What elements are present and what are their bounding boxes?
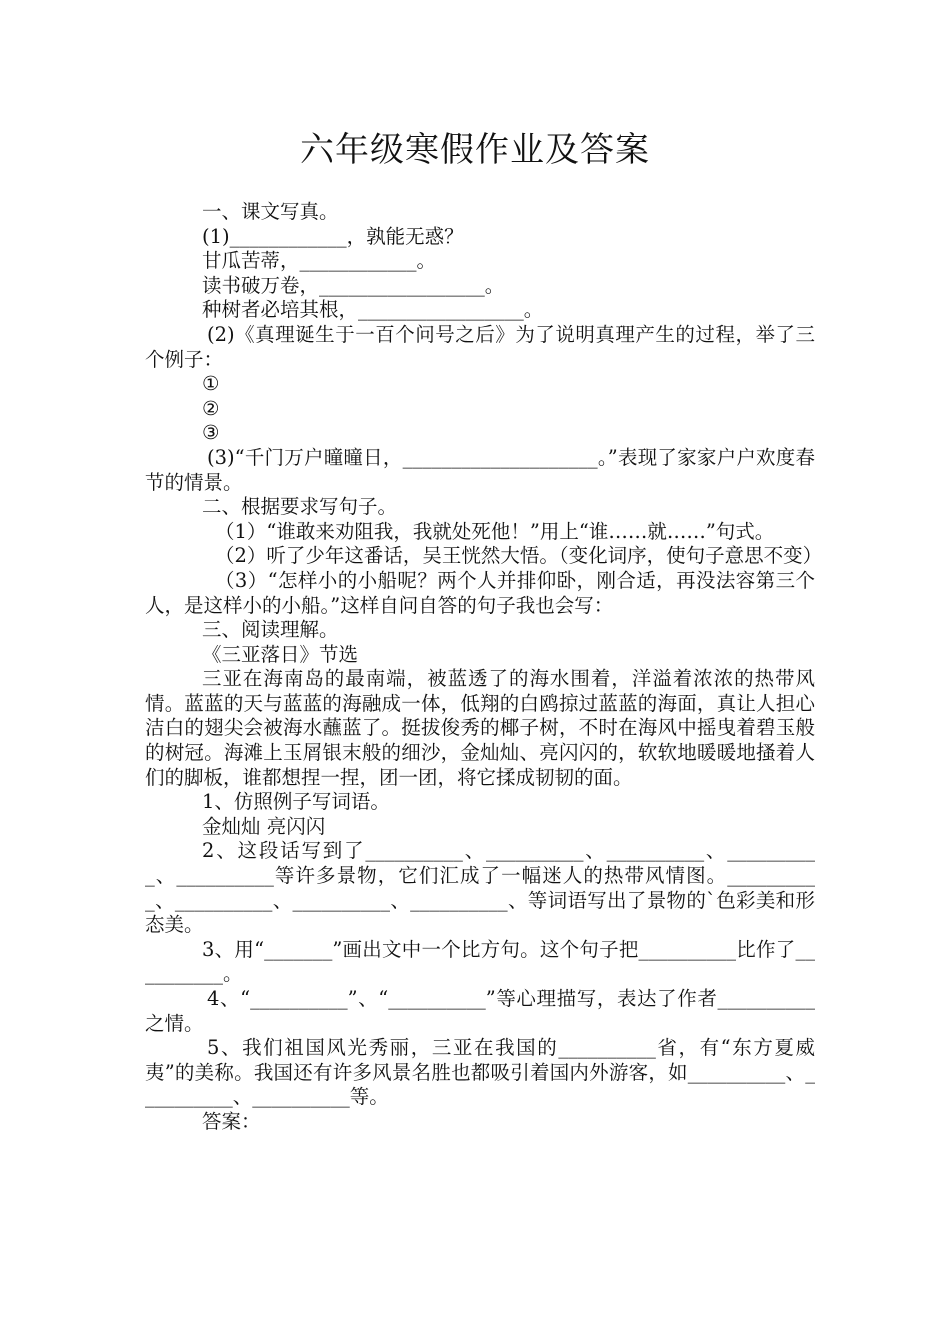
reading-question-1: 1、仿照例子写词语。 xyxy=(202,790,390,814)
word-example: 金灿灿 亮闪闪 xyxy=(202,814,326,838)
reading-question-4: 4、“__________”、“__________”等心理描写，表达了作者__________之情。 xyxy=(145,987,815,1035)
fill-line-1: (1)____________，孰能无惑？ xyxy=(202,224,464,248)
fill-line-4: 种树者必培其根，_________________。 xyxy=(202,298,544,322)
fill-line-3: 读书破万卷，_________________。 xyxy=(202,273,505,297)
question-3: (3)“千门万户曈曈日，____________________。”表现了家家户户欢度春节的情景。 xyxy=(145,445,815,494)
sentence-task-3: （3）“怎样小的小船呢？两个人并排仰卧，刚合适，再没法容第三个人，是这样小的小船。”这样自问自答的句子我也会写： xyxy=(145,568,815,617)
section-heading-2: 二、根据要求写句子。 xyxy=(202,495,398,519)
example-1: ① xyxy=(202,372,220,396)
fill-line-2: 甘瓜苦蒂，____________。 xyxy=(202,249,437,273)
reading-passage: 三亚在海南岛的最南端，被蓝透了的海水围着，洋溢着浓浓的热带风情。蓝蓝的天与蓝蓝的海融成一体，低翔的白鸥掠过蓝蓝的海面，真让人担心洁白的翅尖会被海水蘸蓝了。挺拔俊秀的椰子树，不时在海风中摇曳着碧玉般的树冠。海滩上玉屑银末般的细沙，金灿灿、亮闪闪的，软软地暖暖地搔着人们的脚板，谁都想捏一捏，团一团，将它揉成韧韧的面。 xyxy=(145,667,815,789)
document-body xyxy=(145,200,823,1135)
question-2: (2)《真理诞生于一百个问号之后》为了说明真理产生的过程，举了三个例子： xyxy=(145,322,815,371)
example-2: ② xyxy=(202,396,220,420)
reading-question-5: 5、我们祖国风光秀丽，三亚在我国的__________省，有“东方夏威夷”的美称。我国还有许多风景名胜也都吸引着国内外游客，如__________、__________、__________等。 xyxy=(145,1036,815,1109)
answers-heading: 答案： xyxy=(202,1109,261,1133)
sentence-task-1: （1）“谁敢来劝阻我，我就处死他！”用上“谁……就……”句式。 xyxy=(215,519,775,543)
section-heading-3: 三、阅读理解。 xyxy=(202,618,339,642)
example-3: ③ xyxy=(202,421,220,445)
reading-title: 《三亚落日》节选 xyxy=(202,642,359,666)
sentence-task-2: （2）听了少年这番话，吴王恍然大悟。（变化词序，使句子意思不变） xyxy=(215,544,823,568)
document-title: 六年级寒假作业及答案 xyxy=(300,130,650,170)
reading-question-2: 2、这段话写到了__________、__________、__________、__________、__________等许多景物，它们汇成了一幅迷人的热带风情图。__________、__________、__________、__________、等词语写出了景物的`色彩美和形态美。 xyxy=(145,839,815,937)
reading-question-3: 3、用“_______”画出文中一个比方句。这个句子把__________比作了__________。 xyxy=(145,937,815,986)
section-heading-1: 一、课文写真。 xyxy=(202,200,339,223)
